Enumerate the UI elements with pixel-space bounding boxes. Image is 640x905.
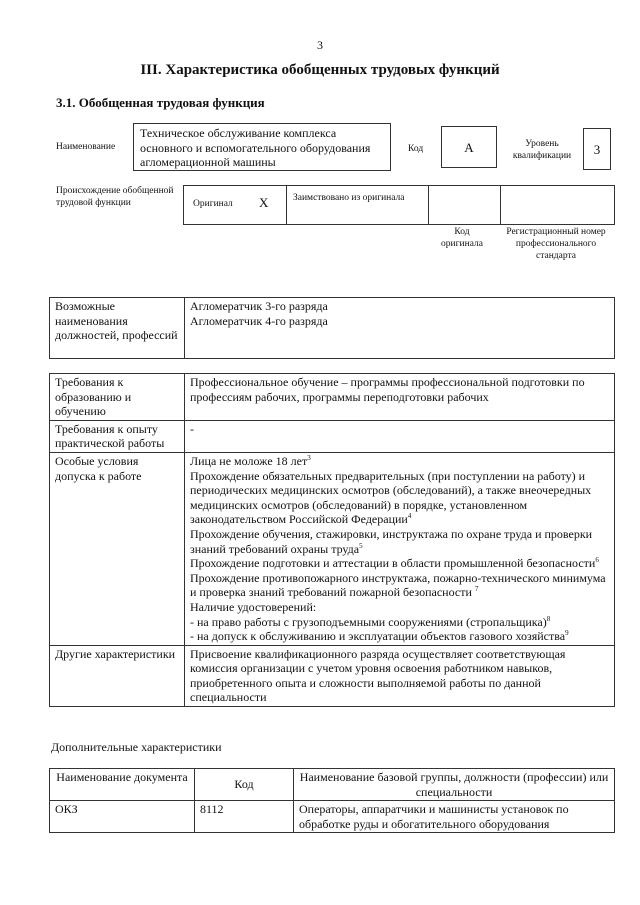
origin-box: [183, 185, 615, 225]
origin-divider: [500, 185, 501, 225]
level-label: Уровень квалификации: [512, 139, 572, 161]
requirements-table: [49, 373, 615, 707]
other-value: Присвоение квалификационного разряда осуществляет соответствующая комиссия организации с учетом уровня освоения работником навыков, приобретенного опыта и сложности выполняемой работы по данной специальности: [185, 645, 615, 706]
section-title: III. Характеристика обобщенных трудовых функций: [140, 62, 500, 78]
reg-number-caption: Регистрационный номер профессионального стандарта: [506, 227, 606, 261]
original-label: Оригинал: [193, 199, 233, 209]
subsection-title: 3.1. Обобщенная трудовая функция: [56, 95, 265, 110]
original-mark: X: [259, 195, 269, 210]
positions-label: Возможные наименования должностей, профессий: [50, 298, 185, 359]
education-label: Требования к образованию и обучению: [50, 374, 185, 421]
additional-title: Дополнительные характеристики: [51, 740, 222, 754]
level-value: 3: [583, 128, 611, 170]
positions-values: [185, 298, 615, 359]
additional-table: [49, 768, 615, 833]
cell-group: Операторы, аппаратчики и машинисты установок по обработке руды и обогатительного оборудования: [294, 801, 615, 833]
origin-divider: [428, 185, 429, 225]
cell-document: ОКЗ: [50, 801, 195, 833]
footnote-ref: 6: [595, 556, 599, 565]
footnote-ref: 8: [546, 614, 551, 623]
footnote-ref: 5: [359, 541, 363, 550]
position-item: Агломератчик 3-го разряда: [190, 299, 328, 313]
footnote-ref: 9: [565, 629, 569, 638]
table-row: [50, 801, 615, 833]
special-values: [185, 452, 615, 645]
code-value: А: [441, 126, 497, 168]
special-item: - на допуск к обслуживанию и эксплуатации объектов газового хозяйства$^9$: [190, 629, 569, 644]
footnote-ref: 7: [474, 585, 479, 594]
special-item: Наличие удостоверений:: [190, 599, 317, 614]
header-group: Наименование базовой группы, должности (профессии) или специальности: [294, 769, 615, 801]
header-code: Код: [195, 769, 294, 801]
positions-table: [49, 297, 615, 359]
code-original-caption: Код оригинала: [441, 227, 483, 249]
footnote-ref: 4: [407, 512, 412, 521]
origin-divider: [286, 185, 287, 225]
page-number: 3: [317, 38, 323, 52]
special-item: Лица не моложе 18 лет$^3$: [190, 453, 311, 468]
special-item: - на право работы с грузоподъемными сооружениями (стропальщика)$^8$: [190, 614, 551, 629]
name-value: Техническое обслуживание комплекса основного и вспомогательного оборудования агломерационной машины: [133, 123, 391, 171]
special-label: Особые условия допуска к работе: [50, 452, 185, 645]
special-item: Прохождение обучения, стажировки, инструктажа по охране труда и проверки знаний требований охраны труда$^5$: [190, 526, 593, 556]
origin-label: Происхождение обобщенной трудовой функции: [56, 186, 174, 208]
experience-value: -: [185, 420, 615, 452]
cell-code: 8112: [195, 801, 294, 833]
special-item: Прохождение подготовки и аттестации в области промышленной безопасности$^6$: [190, 556, 599, 571]
other-label: Другие характеристики: [50, 645, 185, 706]
code-label: Код: [408, 144, 424, 154]
position-item: Агломератчик 4-го разряда: [190, 313, 328, 328]
name-label: Наименование: [56, 142, 116, 152]
special-item: Прохождение обязательных предварительных (при поступлении на работу) и периодических медицинских осмотров (обследований), а также внеочередных медицинских осмотров (обследований) в порядке, установленном законодательством Российской Федерации$^4$: [190, 468, 592, 527]
education-value: Профессиональное обучение – программы профессиональной подготовки по профессиям рабочих, программы переподготовки рабочих: [185, 374, 615, 421]
footnote-ref: 3: [307, 453, 311, 462]
experience-label: Требования к опыту практической работы: [50, 420, 185, 452]
special-item: Прохождение противопожарного инструктажа, пожарно-технического минимума и проверка знаний требований пожарной безопасности $^7$: [190, 570, 606, 600]
header-document: Наименование документа: [50, 769, 195, 801]
borrowed-label: Заимствовано из оригинала: [293, 193, 405, 203]
